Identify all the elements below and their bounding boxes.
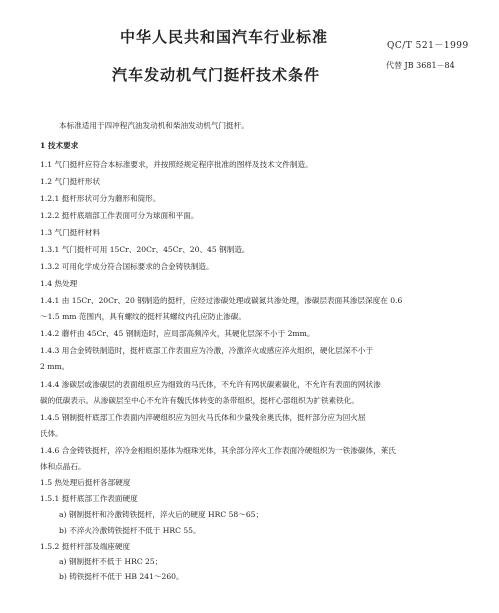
- clause-1-5-2-a: a) 钢制挺杆不低于 HRC 25；: [59, 557, 163, 566]
- clause-1-4-4-line1: 1.4.4 渗碳层或渗碳层的表面组织应为细致的马氏体，不允许有网状碳素碳化，不允许有表面的网状渗: [40, 380, 381, 389]
- clause-1-5: 1.5 热处理后挺杆各部硬度: [40, 478, 131, 487]
- clause-1-5-2: 1.5.2 挺杆杆部及端座硬度: [40, 542, 131, 551]
- clause-1-4-5-line2: 氏体。: [40, 429, 63, 438]
- clause-1-3: 1.3 气门挺杆材料: [40, 228, 101, 237]
- clause-1-4-3-line1: 1.4.3 用合金铸铁制造时，挺杆底部工作表面应为冷激，冷激淬火或感应淬火组织，硬化层深不小于: [40, 346, 374, 355]
- section-heading: 1 技术要求: [40, 141, 79, 150]
- clause-1-1: 1.1 气门挺杆应符合本标准要求，并按照经规定程序批准的图样及技术文件制造。: [40, 160, 313, 169]
- clause-1-4-5-line1: 1.4.5 钢制挺杆底部工作表面内淬硬组织应为回火马氏体和少量残余奥氏体，挺杆部分应为回火屈: [40, 413, 366, 422]
- clause-1-4-1-line1: 1.4.1 由 15Cr、20Cr、20 钢制造的挺杆，应经过渗碳处理或碳氮共渗处理，渗碳层表面其渗层深度在 0.6: [40, 296, 403, 305]
- clause-1-4-1-line2: ～1.5 mm 范围内，具有螺纹的挺杆其螺纹内孔应防止渗碳。: [40, 312, 246, 321]
- clause-1-4-2: 1.4.2 蘑杆由 45Cr、45 钢制造时，应局部高频淬火，其硬化层深不小于 2mm。: [40, 329, 315, 338]
- document-title: 汽车发动机气门挺杆技术条件: [112, 66, 321, 84]
- standard-code: QC/T 521－1999: [387, 41, 469, 51]
- clause-1-4-4-line2: 碳的低碳表示。从渗碳层至中心不允许有魏氏体转变的条带组织，挺杆心部组织为扩铁素铁化。: [40, 396, 359, 405]
- clause-1-4: 1.4 热处理: [40, 279, 78, 288]
- standard-body-heading: 中华人民共和国汽车行业标准: [120, 28, 329, 46]
- clause-1-2-2: 1.2.2 挺杆底端部工作表面可分为球面和平面。: [40, 211, 199, 220]
- clause-1-3-1: 1.3.1 气门挺杆可用 15Cr、20Cr、45Cr、20、45 钢制造。: [40, 245, 250, 254]
- clause-1-4-6-line1: 1.4.6 合金铸铁挺杆，淬冷金相组织基体为细珠光体，其余部分淬火工作表面冷硬组织为一铁渗碳体，莱氏: [40, 446, 396, 455]
- clause-1-2: 1.2 气门挺杆形状: [40, 177, 101, 186]
- clause-1-5-1-a: a) 钢制挺杆和冷激铸铁挺杆，淬火后的硬度 HRC 58～65；: [59, 510, 264, 519]
- replaces-note: 代替 JB 3681－84: [386, 61, 455, 70]
- clause-1-4-6-line2: 体和点晶石。: [40, 462, 86, 471]
- clause-1-3-2: 1.3.2 可用化学成分符合国标要求的合金铸铁制造。: [40, 262, 214, 271]
- clause-1-4-3-line2: 2 mm。: [40, 362, 70, 371]
- scope-paragraph: 本标准适用于四冲程汽油发动机和柴油发动机气门挺杆。: [59, 121, 249, 130]
- clause-1-5-1: 1.5.1 挺杆底部工作表面硬度: [40, 494, 138, 503]
- clause-1-5-2-b: b) 铸铁挺杆不低于 HB 241～260。: [59, 572, 184, 581]
- clause-1-2-1: 1.2.1 挺杆形状可分为蘑形和筒形。: [40, 194, 161, 203]
- clause-1-5-1-b: b) 不淬火冷激铸铁挺杆不低于 HRC 55。: [59, 526, 201, 535]
